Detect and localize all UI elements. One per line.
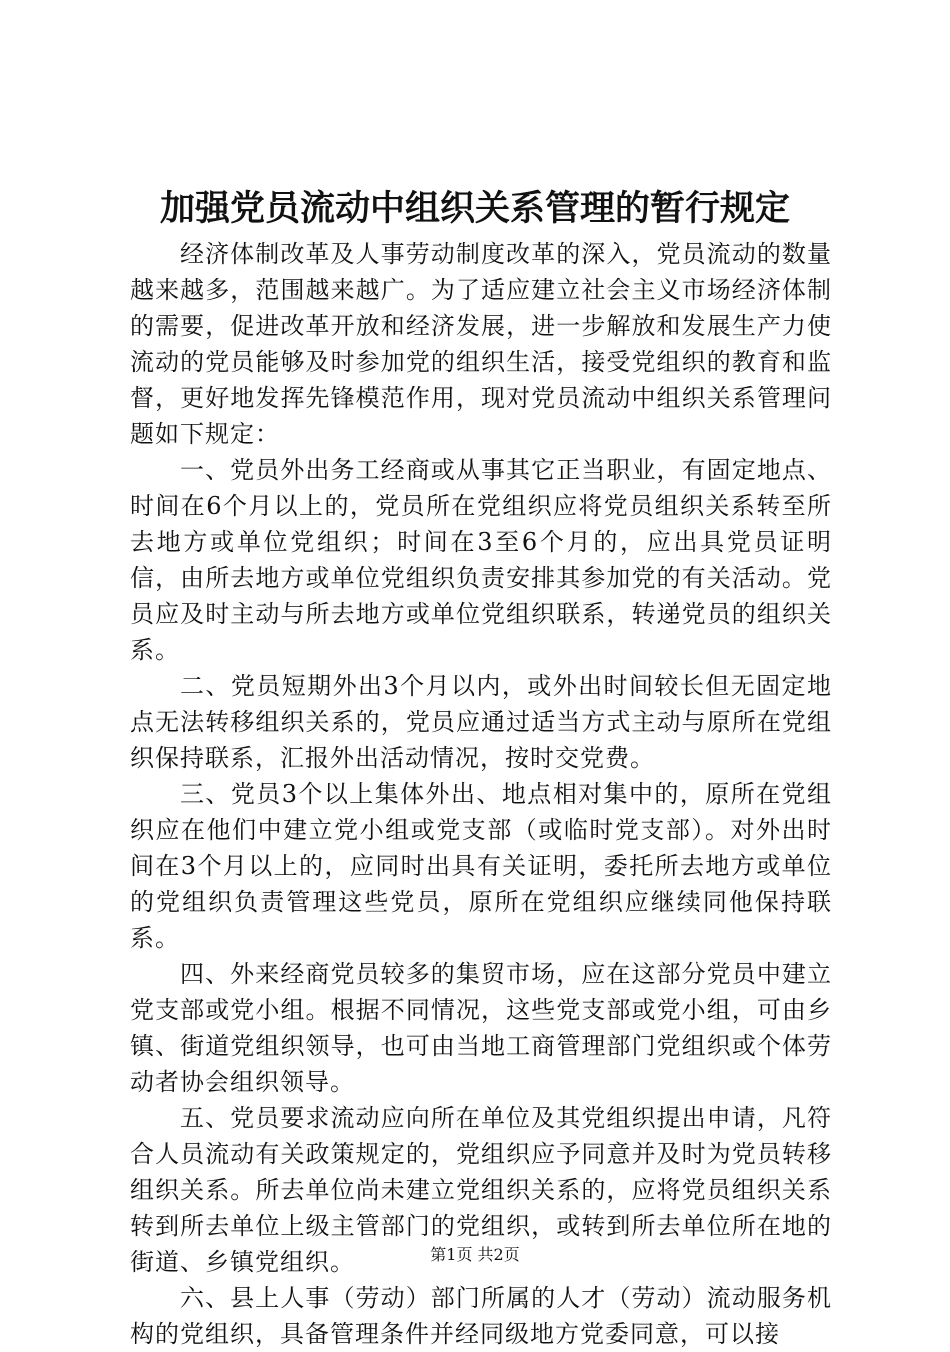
paragraph-item-3: 三、党员3个以上集体外出、地点相对集中的，原所在党组织应在他们中建立党小组或党支部（或临时党支部）。对外出时间在3个月以上的，应同时出具有关证明，委托所去地方或单位的党组织负责管理这些党员，原所在党组织应继续同他保持联系。 xyxy=(130,780,832,952)
document-body xyxy=(130,236,832,1352)
paragraph-item-4: 四、外来经商党员较多的集贸市场，应在这部分党员中建立党支部或党小组。根据不同情况，这些党支部或党小组，可由乡镇、街道党组织领导，也可由当地工商管理部门党组织或个体劳动者协会组织领导。 xyxy=(130,960,832,1096)
page-number-footer: 第1页 共2页 xyxy=(430,1245,520,1264)
document-title: 加强党员流动中组织关系管理的暂行规定 xyxy=(159,188,790,229)
paragraph-item-6: 六、县上人事（劳动）部门所属的人才（劳动）流动服务机构的党组织，具备管理条件并经同级地方党委同意，可以接 xyxy=(130,1284,832,1348)
paragraph-intro: 经济体制改革及人事劳动制度改革的深入，党员流动的数量越来越多，范围越来越广。为了适应建立社会主义市场经济体制的需要，促进改革开放和经济发展，进一步解放和发展生产力使流动的党员能够及时参加党的组织生活，接受党组织的教育和监督，更好地发挥先锋模范作用，现对党员流动中组织关系管理问题如下规定： xyxy=(130,240,832,448)
paragraph-item-1: 一、党员外出务工经商或从事其它正当职业，有固定地点、时间在6个月以上的，党员所在党组织应将党员组织关系转至所去地方或单位党组织；时间在3至6个月的，应出具党员证明信，由所去地方或单位党组织负责安排其参加党的有关活动。党员应及时主动与所去地方或单位党组织联系，转递党员的组织关系。 xyxy=(130,456,832,664)
paragraph-item-5: 五、党员要求流动应向所在单位及其党组织提出申请，凡符合人员流动有关政策规定的，党组织应予同意并及时为党员转移组织关系。所去单位尚未建立党组织关系的，应将党员组织关系转到所去单位上级主管部门的党组织，或转到所去单位所在地的街道、乡镇党组织。 xyxy=(130,1104,832,1276)
paragraph-item-2: 二、党员短期外出3个月以内，或外出时间较长但无固定地点无法转移组织关系的，党员应通过适当方式主动与原所在党组织保持联系，汇报外出活动情况，按时交党费。 xyxy=(130,672,832,772)
